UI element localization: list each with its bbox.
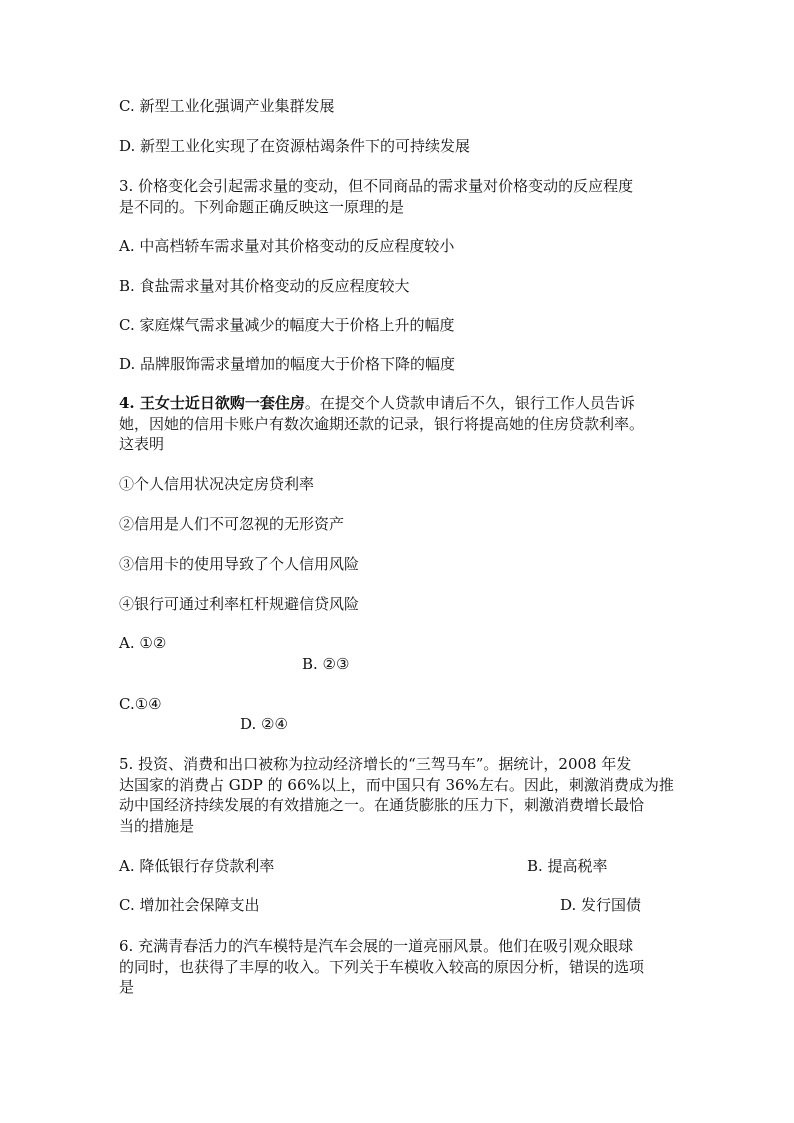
q3-stem-line: 3. 价格变化会引起需求量的变动，但不同商品的需求量对价格变动的反应程度	[119, 177, 634, 195]
q3-option-c: C. 家庭煤气需求量减少的幅度大于价格上升的幅度	[119, 316, 455, 334]
q4-option-d: D. ②④	[240, 715, 288, 733]
q4-item-4: ④银行可通过利率杠杆规避信贷风险	[119, 595, 360, 613]
q5-stem-line: 5. 投资、消费和出口被称为拉动经济增长的“三驾马车”。据统计，2008 年发	[119, 755, 632, 773]
q2-option-c: C. 新型工业化强调产业集群发展	[119, 97, 335, 115]
q4-stem-line: 这表明	[119, 435, 165, 453]
q5-option-d: D. 发行国债	[560, 896, 642, 914]
q4-stem-line: 她，因她的信用卡账户有数次逾期还款的记录，银行将提高她的住房贷款利率。	[119, 414, 645, 433]
q5-stem	[119, 754, 679, 836]
q4-item-2: ②信用是人们不可忽视的无形资产	[119, 515, 345, 533]
q5-stem-line: 当的措施是	[119, 816, 195, 835]
q3-stem-line: 是不同的。下列命题正确反映这一原理的是	[119, 197, 405, 216]
q4-stem-line	[119, 393, 679, 414]
q4-stem-bold: 4. 王女士近日欲购一套住房	[119, 394, 305, 412]
q5-option-b: B. 提高税率	[527, 857, 608, 875]
q3-option-a: A. 中高档轿车需求量对其价格变动的反应程度较小	[119, 237, 455, 255]
q6-stem-line: 的同时，也获得了丰厚的收入。下列关于车模收入较高的原因分析，错误的选项	[119, 957, 645, 976]
q4-item-3: ③信用卡的使用导致了个人信用风险	[119, 555, 360, 573]
q6-stem	[119, 936, 679, 998]
q6-stem-line: 6. 充满青春活力的汽车模特是汽车会展的一道亮丽风景。他们在吸引观众眼球	[119, 937, 634, 955]
q4-stem	[119, 393, 679, 455]
q3-option-b: B. 食盐需求量对其价格变动的反应程度较大	[119, 277, 410, 295]
q4-item-1: ①个人信用状况决定房贷利率	[119, 475, 315, 493]
q3-option-d: D. 品牌服饰需求量增加的幅度大于价格下降的幅度	[119, 355, 456, 373]
q6-stem-line: 是	[119, 978, 135, 996]
q5-stem-line: 达国家的消费占 GDP 的 66%以上，而中国只有 36%左右。因此，刺激消费成为推	[119, 775, 674, 794]
q2-option-d: D. 新型工业化实现了在资源枯竭条件下的可持续发展	[119, 137, 471, 155]
q5-option-a: A. 降低银行存贷款利率	[119, 857, 275, 875]
q4-stem-rest: 。在提交个人贷款申请后不久，银行工作人员告诉	[304, 394, 635, 412]
q5-stem-line: 动中国经济持续发展的有效措施之一。在通货膨胀的压力下，刺激消费增长最恰	[119, 796, 645, 814]
q4-option-b: B. ②③	[302, 655, 350, 673]
q5-option-c: C. 增加社会保障支出	[119, 896, 260, 914]
q4-option-a: A. ①②	[119, 634, 167, 652]
q4-option-c: C.①④	[119, 695, 162, 713]
q3-stem	[119, 176, 679, 217]
